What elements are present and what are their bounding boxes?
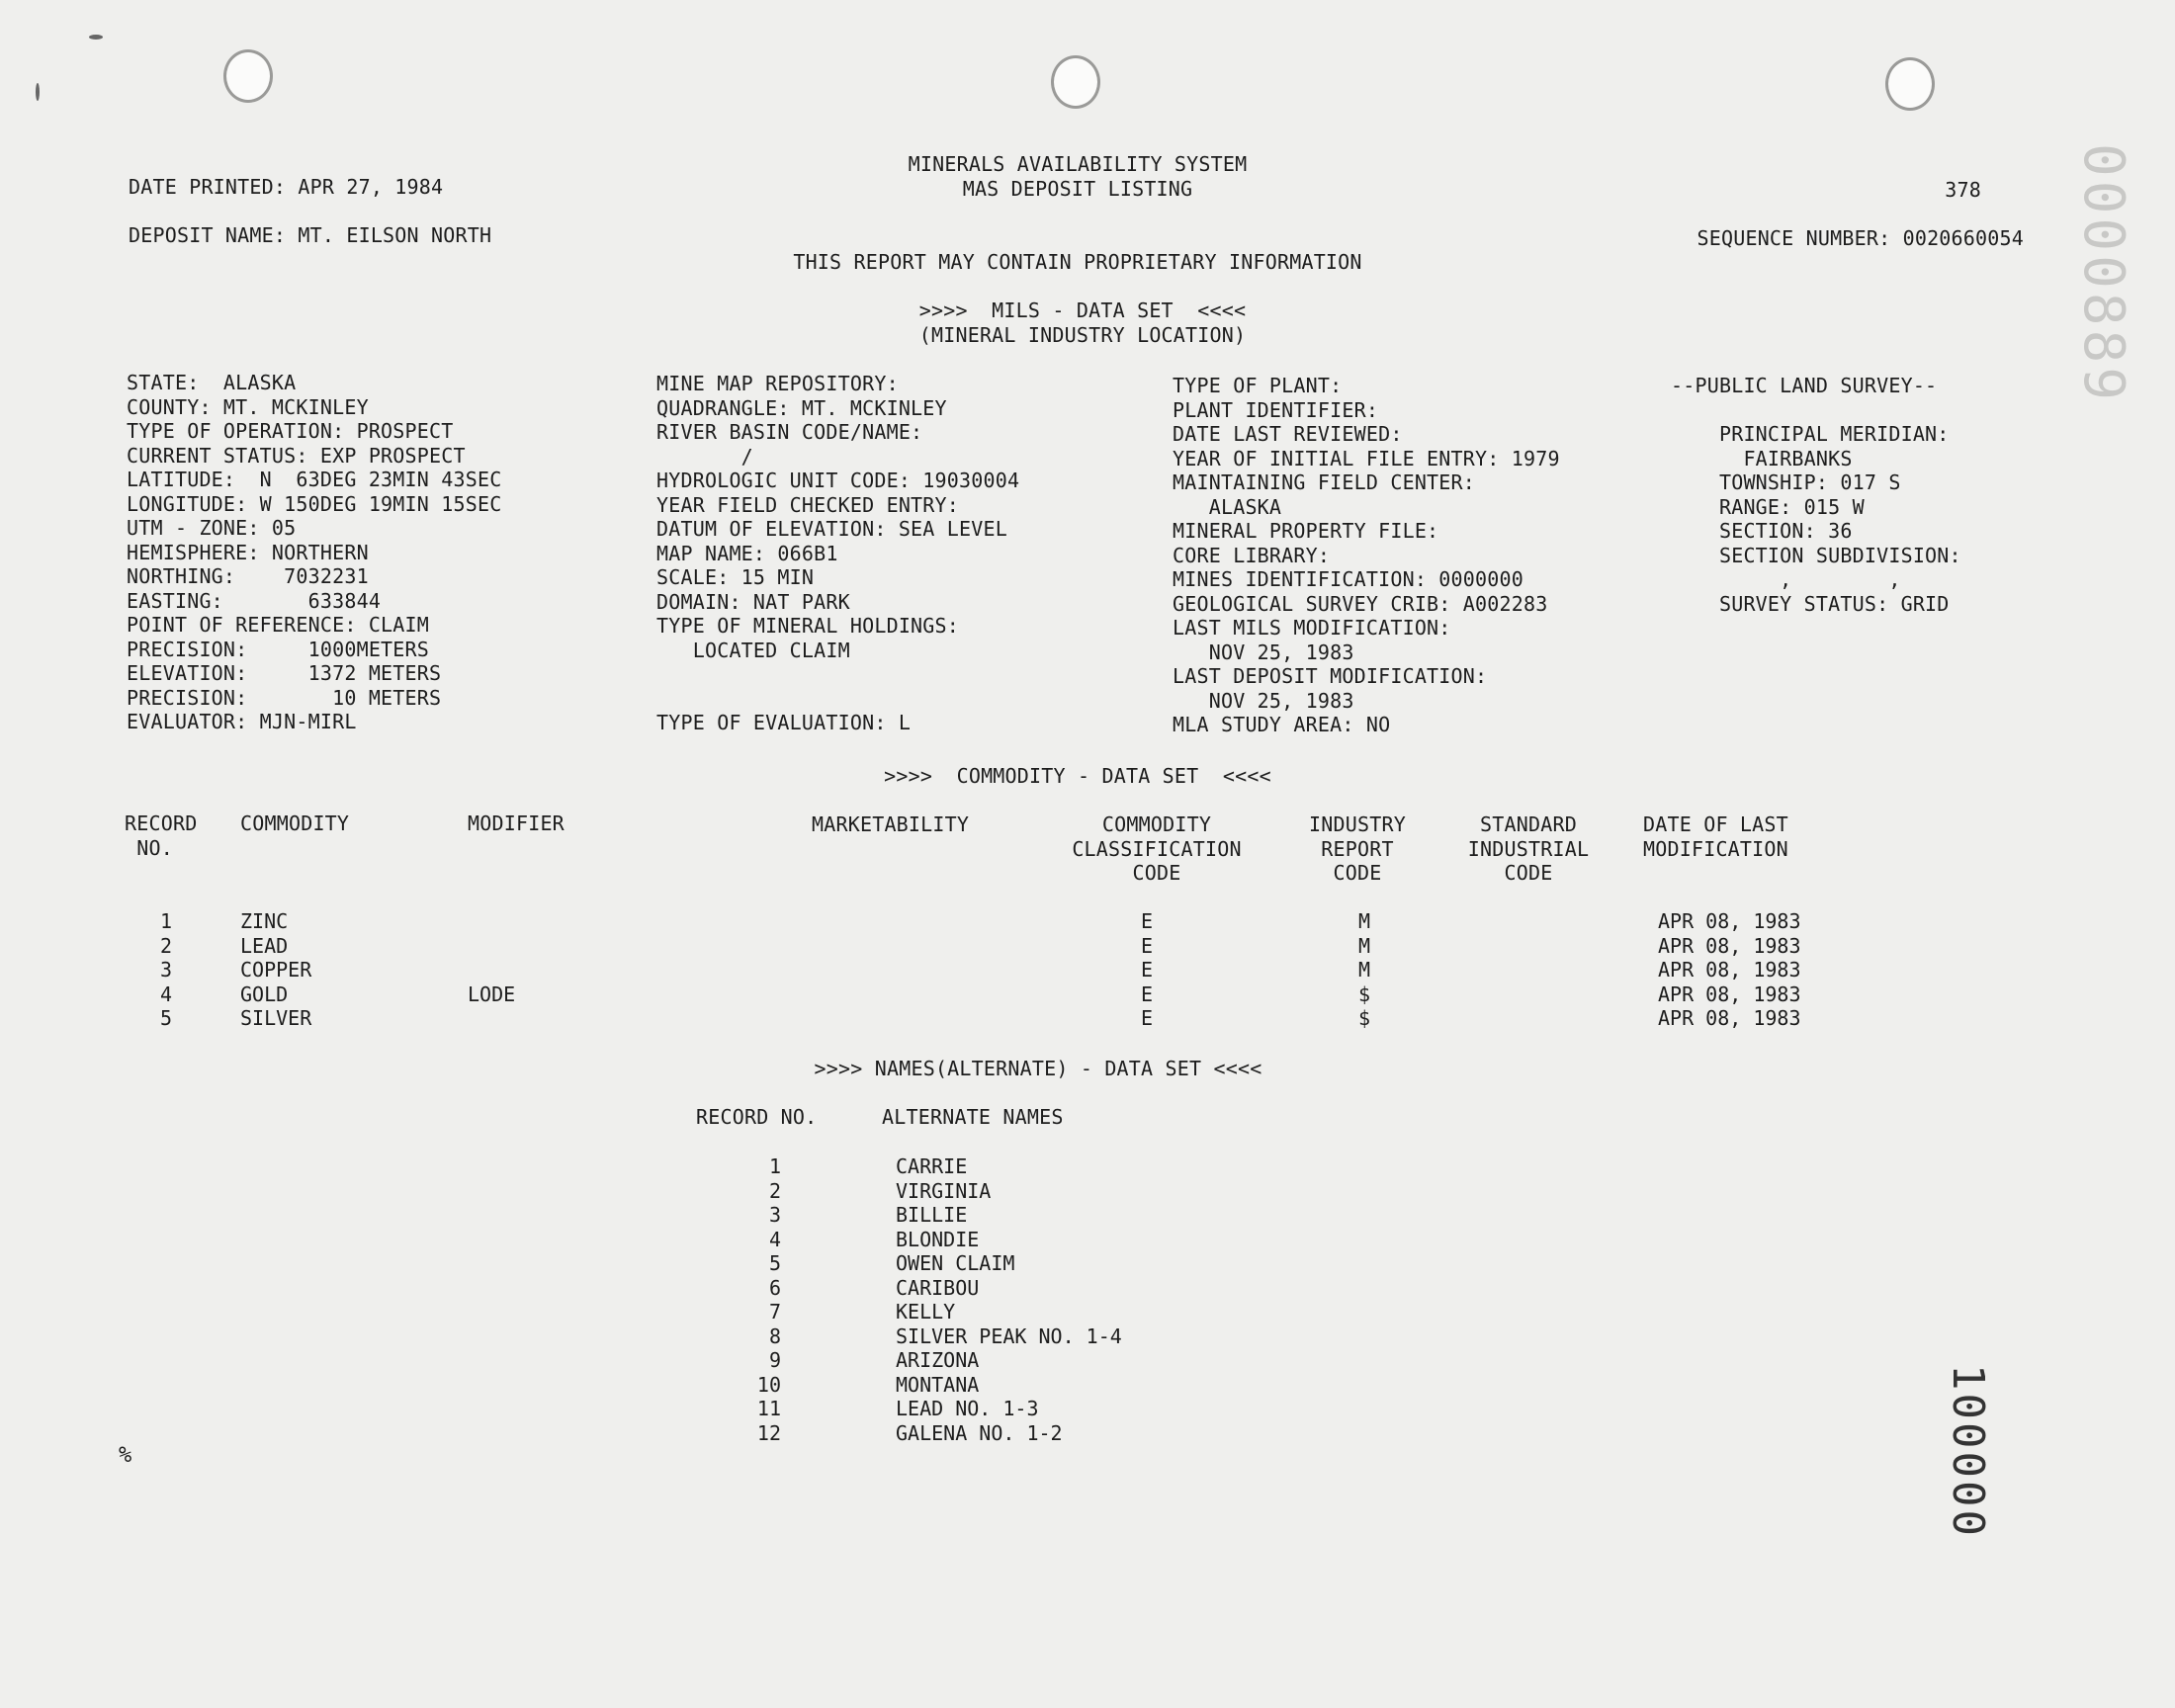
date-cell: APR 08, 1983 [1658,933,1801,958]
mils-col2-line: SCALE: 15 MIN [656,565,815,589]
mils-col1-line: NORTHING: 7032231 [127,564,369,588]
punch-hole-left [223,49,273,103]
mils-col1-line: POINT OF REFERENCE: CLAIM [127,613,430,637]
mils-col3-line: GEOLOGICAL SURVEY CRIB: A002283 [1173,591,1548,616]
col-header-commodity: COMMODITY [240,811,350,835]
record-no-cell: 5 [159,1006,173,1030]
page-number: 378 [1945,178,1981,202]
mils-col4-line: FAIRBANKS [1671,446,1853,470]
proprietary-notice: THIS REPORT MAY CONTAIN PROPRIETARY INFORMATION [793,250,1362,274]
mils-col1-line: CURRENT STATUS: EXP PROSPECT [127,443,466,468]
alt-record-no-cell: 6 [768,1275,781,1300]
punch-hole-right [1885,57,1935,111]
mils-col2-line: / [656,444,753,469]
commodity-row [0,1006,2175,1031]
mils-col1-line: STATE: ALASKA [127,371,297,394]
alt-record-no-cell: 5 [768,1251,781,1275]
alt-record-no-cell: 4 [768,1227,781,1251]
commodity-row [0,934,2175,959]
names-header-record-no: RECORD NO. [696,1105,818,1129]
alt-record-no-cell: 2 [768,1178,781,1203]
alt-name-cell: MONTANA [896,1372,980,1397]
speck [36,83,40,101]
alt-record-no-cell: 7 [768,1300,781,1324]
alternate-name-row [0,1300,2175,1324]
mils-col2-line: QUADRANGLE: MT. MCKINLEY [656,395,947,420]
mils-subheading: (MINERAL INDUSTRY LOCATION) [918,323,1247,347]
alt-name-cell: SILVER PEAK NO. 1-4 [896,1324,1122,1348]
record-no-cell: 1 [159,909,173,933]
commodity-cell: COPPER [240,958,312,982]
alternate-name-row [0,1373,2175,1398]
industry-cell: M [1357,933,1371,958]
col-header-marketability: MARKETABILITY [812,812,970,836]
percent-mark: % [119,1443,132,1468]
alt-name-cell: GALENA NO. 1-2 [896,1420,1063,1445]
record-no-cell: 4 [159,982,173,1006]
classification-cell: E [1140,1006,1154,1030]
alternate-name-row [0,1228,2175,1252]
alt-record-no-cell: 3 [768,1203,781,1227]
mils-col4-line: TOWNSHIP: 017 S [1671,470,1901,494]
names-header-alternate: ALTERNATE NAMES [882,1105,1064,1129]
mils-col4-line: PRINCIPAL MERIDIAN: [1671,422,1950,446]
commodity-row [0,982,2175,1007]
mils-col2-line: MAP NAME: 066B1 [656,541,838,565]
margin-stamp: 100000 [1943,1364,1993,1539]
sequence-number: SEQUENCE NUMBER: 0020660054 [1696,226,2024,250]
mils-col4-line: RANGE: 015 W [1671,494,1865,519]
mils-col4-line: SURVEY STATUS: GRID [1671,591,1950,616]
deposit-name: DEPOSIT NAME: MT. EILSON NORTH [129,223,492,247]
alternate-name-row [0,1179,2175,1204]
commodity-cell: GOLD [240,982,289,1006]
commodity-row [0,909,2175,934]
alternate-name-row [0,1348,2175,1373]
mils-col2-line: TYPE OF MINERAL HOLDINGS: [656,614,960,638]
col-header-classification: COMMODITY CLASSIFICATION CODE [1072,812,1242,885]
mils-col1-line: ELEVATION: 1372 METERS [127,661,442,685]
mils-col2-line: MINE MAP REPOSITORY: [656,372,899,395]
mils-col2-line: DOMAIN: NAT PARK [656,589,850,614]
mils-col1-line: EVALUATOR: MJN-MIRL [127,710,357,733]
col-header-record-no: RECORD NO. [125,811,198,860]
alt-record-no-cell: 10 [756,1372,781,1397]
commodity-cell: SILVER [240,1006,312,1030]
mils-col4-line: SECTION: 36 [1671,519,1853,543]
alt-name-cell: CARIBOU [896,1275,980,1300]
col-header-date: DATE OF LAST MODIFICATION [1643,812,1788,861]
mils-col3-line: DATE LAST REVIEWED: [1173,422,1403,446]
mils-col2-line: TYPE OF EVALUATION: L [656,711,912,734]
alternate-name-row [0,1154,2175,1179]
date-cell: APR 08, 1983 [1658,909,1801,933]
alt-record-no-cell: 9 [768,1348,781,1372]
alt-name-cell: VIRGINIA [896,1178,992,1203]
alternate-name-row [0,1276,2175,1301]
alt-record-no-cell: 11 [756,1397,781,1420]
classification-cell: E [1140,958,1154,982]
commodity-cell: ZINC [240,909,289,933]
speck [89,35,103,40]
commodity-row [0,958,2175,982]
record-no-cell: 3 [159,958,173,982]
mils-col4-line: --PUBLIC LAND SURVEY-- [1671,374,1938,397]
ghost-stamp: 0000889 [2071,143,2135,405]
mils-col1-line: UTM - ZONE: 05 [127,516,297,540]
industry-cell: M [1357,958,1371,982]
mils-col3-line: LAST MILS MODIFICATION: [1173,616,1451,640]
mils-col1-line: PRECISION: 1000METERS [127,637,430,661]
mils-col3-line: ALASKA [1173,494,1282,519]
alternate-name-row [0,1421,2175,1446]
mils-col2-line: DATUM OF ELEVATION: SEA LEVEL [656,517,1007,541]
col-header-industry: INDUSTRY REPORT CODE [1309,812,1406,885]
mils-col1-line: TYPE OF OPERATION: PROSPECT [127,419,454,443]
classification-cell: E [1140,933,1154,958]
alt-name-cell: ARIZONA [896,1348,980,1372]
mils-col3-line: YEAR OF INITIAL FILE ENTRY: 1979 [1173,446,1560,470]
mils-col1-line: PRECISION: 10 METERS [127,685,442,710]
alternate-name-row [0,1251,2175,1276]
names-heading: >>>> NAMES(ALTERNATE) - DATA SET <<<< [814,1057,1262,1080]
classification-cell: E [1140,909,1154,933]
col-header-modifier: MODIFIER [468,811,565,835]
alt-record-no-cell: 1 [768,1154,781,1178]
mils-col3-line: TYPE OF PLANT: [1173,374,1343,397]
industry-cell: M [1357,909,1371,933]
listing-title: MAS DEPOSIT LISTING [962,177,1193,201]
mils-col3-line: NOV 25, 1983 [1173,640,1354,664]
date-cell: APR 08, 1983 [1658,958,1801,982]
alt-name-cell: CARRIE [896,1154,968,1178]
mils-col3-line: CORE LIBRARY: [1173,543,1331,567]
col-header-sic: STANDARD INDUSTRIAL CODE [1467,812,1590,885]
system-title: MINERALS AVAILABILITY SYSTEM [908,152,1248,176]
commodity-cell: LEAD [240,933,289,958]
commodity-heading: >>>> COMMODITY - DATA SET <<<< [884,764,1271,788]
mils-col4-line: SECTION SUBDIVISION: [1671,543,1961,567]
mils-col1-line: EASTING: 633844 [127,588,382,613]
date-cell: APR 08, 1983 [1658,982,1801,1006]
modifier-cell: LODE [468,982,516,1006]
classification-cell: E [1140,982,1154,1006]
alternate-name-row [0,1397,2175,1421]
mils-col1-line: LATITUDE: N 63DEG 23MIN 43SEC [127,468,502,491]
mils-col1-line: HEMISPHERE: NORTHERN [127,540,369,564]
mils-col4-line: , , [1671,567,1901,591]
mils-col3-line: MLA STUDY AREA: NO [1173,713,1391,736]
alt-record-no-cell: 12 [756,1420,781,1445]
alt-name-cell: KELLY [896,1300,956,1324]
mils-col1-line: COUNTY: MT. MCKINLEY [127,394,369,419]
alternate-name-row [0,1324,2175,1349]
mils-heading: >>>> MILS - DATA SET <<<< [918,299,1247,322]
mils-col2-line: YEAR FIELD CHECKED ENTRY: [656,492,960,517]
mils-col3-line: MINERAL PROPERTY FILE: [1173,519,1439,543]
industry-cell: $ [1357,1006,1371,1030]
mils-col2-line: HYDROLOGIC UNIT CODE: 19030004 [656,469,1020,492]
alt-record-no-cell: 8 [768,1324,781,1348]
mils-col3-line: MINES IDENTIFICATION: 0000000 [1173,567,1523,591]
alt-name-cell: BLONDIE [896,1227,980,1251]
mils-col2-line: RIVER BASIN CODE/NAME: [656,420,923,444]
alt-name-cell: OWEN CLAIM [896,1251,1015,1275]
alt-name-cell: BILLIE [896,1203,968,1227]
record-no-cell: 2 [159,933,173,958]
mils-col3-line: NOV 25, 1983 [1173,688,1354,713]
alternate-name-row [0,1203,2175,1228]
punch-hole-center [1051,55,1100,109]
date-cell: APR 08, 1983 [1658,1006,1801,1030]
alt-name-cell: LEAD NO. 1-3 [896,1397,1039,1420]
mils-col1-line: LONGITUDE: W 150DEG 19MIN 15SEC [127,491,502,516]
date-printed: DATE PRINTED: APR 27, 1984 [129,175,444,199]
mils-col3-line: MAINTAINING FIELD CENTER: [1173,470,1476,494]
mils-col3-line: LAST DEPOSIT MODIFICATION: [1173,664,1488,688]
mils-col2-line: LOCATED CLAIM [656,638,850,662]
industry-cell: $ [1357,982,1371,1006]
mils-col3-line: PLANT IDENTIFIER: [1173,397,1379,422]
